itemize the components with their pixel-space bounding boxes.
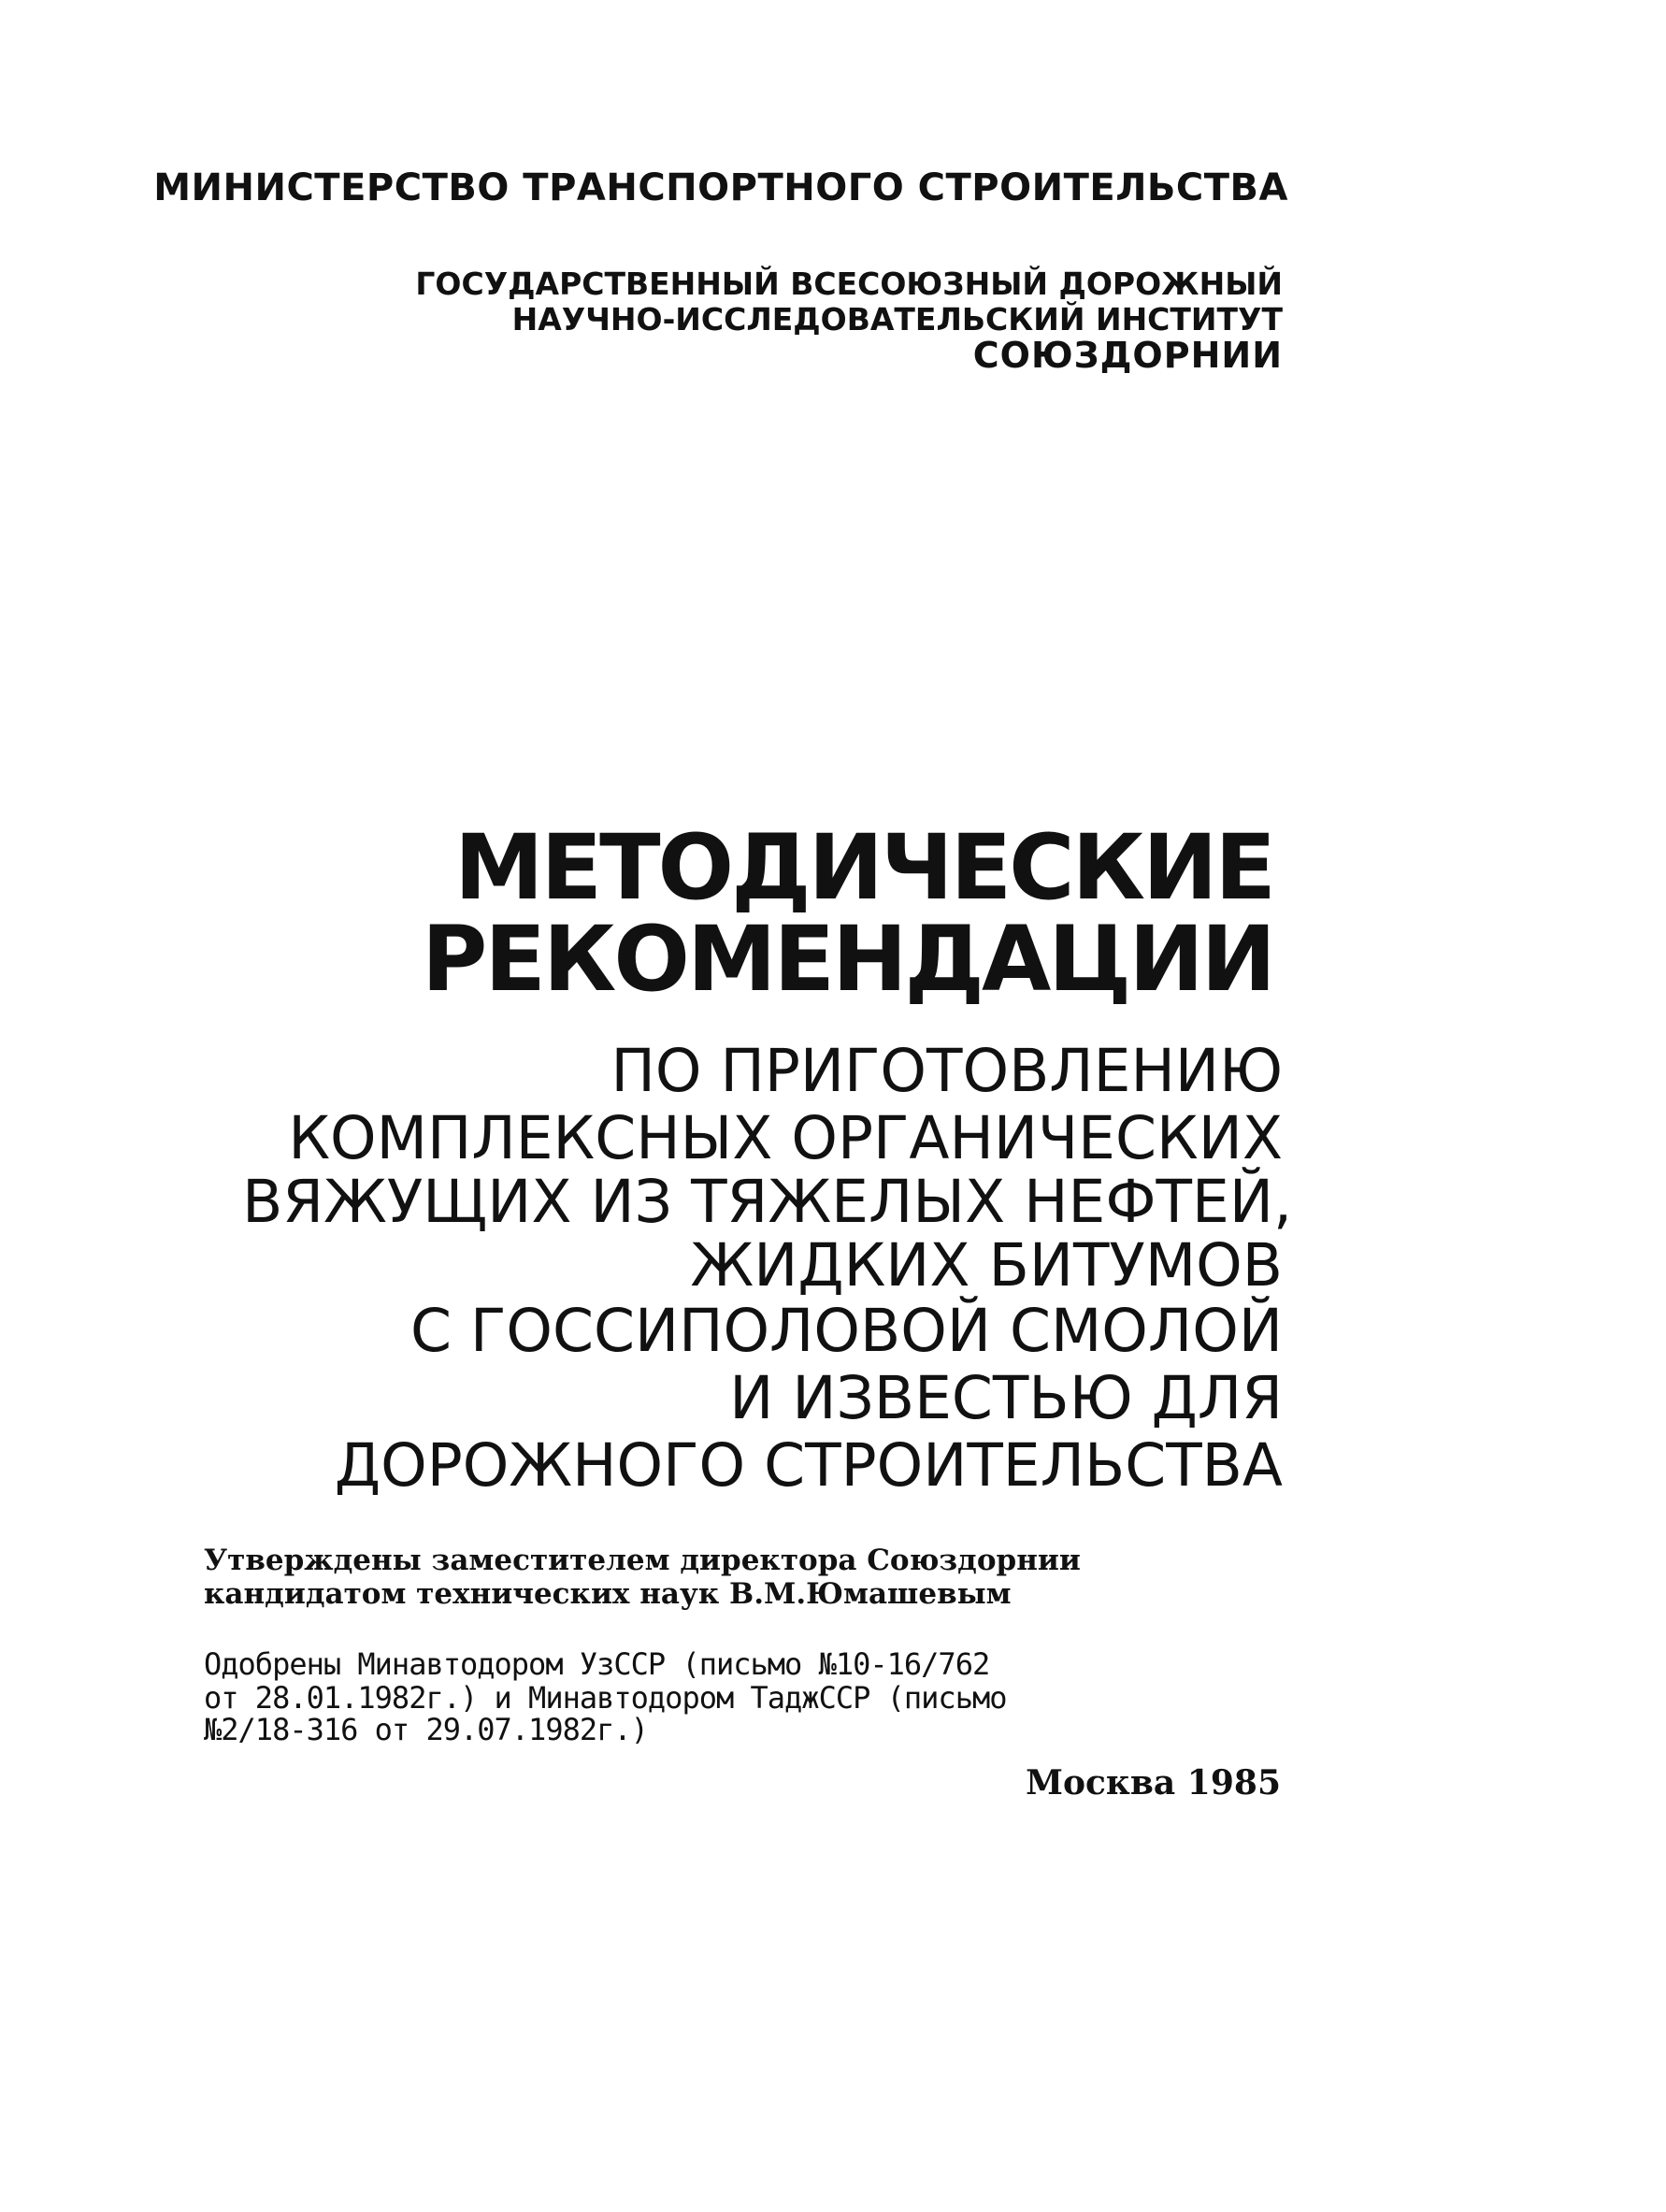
endorsement-line-1: Одобрены Минавтодором УзССР (письмо №10-16/762 [204,1646,990,1682]
subtitle-line-3: ВЯЖУЩИХ ИЗ ТЯЖЕЛЫХ НЕФТЕЙ, [242,1168,1292,1236]
subtitle-line-4: ЖИДКИХ БИТУМОВ [690,1231,1283,1300]
approval-line-1: Утверждены заместителем директора Союздорнии [204,1544,1081,1577]
document-title-line-2: РЕКОМЕНДАЦИИ [421,907,1273,1012]
subtitle-line-6: И ИЗВЕСТЬЮ ДЛЯ [729,1364,1283,1432]
institute-name-line-1: ГОСУДАРСТВЕННЫЙ ВСЕСОЮЗНЫЙ ДОРОЖНЫЙ [415,266,1283,302]
subtitle-line-7: ДОРОЖНОГО СТРОИТЕЛЬСТВА [334,1431,1283,1500]
subtitle-line-2: КОМПЛЕКСНЫХ ОРГАНИЧЕСКИХ [288,1104,1283,1172]
endorsement-line-3: №2/18-316 от 29.07.1982г.) [204,1712,648,1747]
subtitle-line-1: ПО ПРИГОТОВЛЕНИЮ [610,1037,1283,1105]
subtitle-line-5: С ГОССИПОЛОВОЙ СМОЛОЙ [409,1297,1283,1365]
publication-city-year: Москва 1985 [1026,1763,1281,1803]
institute-name-line-2: НАУЧНО-ИССЛЕДОВАТЕЛЬСКИЙ ИНСТИТУТ [511,301,1283,338]
institute-short-name: СОЮЗДОРНИИ [972,335,1283,376]
endorsement-line-2: от 28.01.1982г.) и Минавтодором ТаджССР (письмо [204,1680,1007,1716]
document-title-line-1: МЕТОДИЧЕСКИЕ [453,815,1273,920]
approval-line-2: кандидатом технических наук В.М.Юмашевым [204,1577,1012,1611]
ministry-name: МИНИСТЕРСТВО ТРАНСПОРТНОГО СТРОИТЕЛЬСТВА [153,166,1288,209]
